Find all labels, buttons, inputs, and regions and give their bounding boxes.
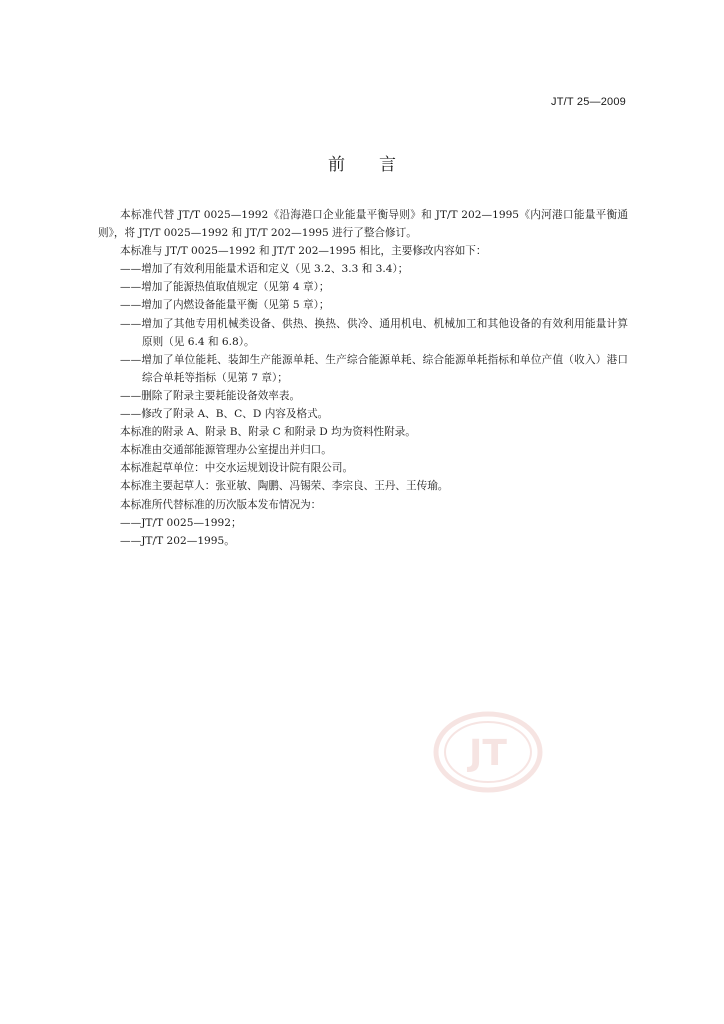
change-item: ——修改了附录 A、B、C、D 内容及格式。: [120, 408, 329, 421]
paragraph-history-intro: 本标准所代替标准的历次版本发布情况为：: [120, 498, 322, 511]
paragraph-replacement: 本标准代替 JT/T 0025—1992《沿海港口企业能量平衡导则》和 JT/T 202—1995《内河港口能量平衡通则》，将 JT/T 0025—1992 和 JT/T 202—1995 进行了整合修订。: [98, 209, 628, 240]
jt-watermark-seal: [433, 711, 543, 793]
change-item: ——增加了内燃设备能量平衡（见第 5 章）；: [120, 299, 330, 312]
paragraph-drafters: 本标准主要起草人：张亚敏、陶鹏、冯锡荣、李宗良、王丹、王传瑜。: [120, 480, 449, 493]
history-item: ——JT/T 0025—1992；: [120, 516, 242, 529]
page-title: 前言: [328, 155, 430, 175]
standard-code: JT/T 25—2009: [551, 96, 626, 108]
foreword-body: [98, 206, 628, 550]
paragraph-changes-intro: 本标准与 JT/T 0025—1992 和 JT/T 202—1995 相比，主要修改内容如下：: [120, 245, 487, 258]
history-item: ——JT/T 202—1995。: [120, 534, 235, 547]
change-item: ——增加了有效利用能量术语和定义（见 3.2、3.3 和 3.4）；: [120, 263, 409, 276]
paragraph-drafting-unit: 本标准起草单位：中交水运规划设计院有限公司。: [120, 462, 354, 475]
change-item: ——增加了单位能耗、装卸生产能源单耗、生产综合能源单耗、综合能源单耗指标和单位产值（收入）港口综合单耗等指标（见第 7 章）；: [120, 353, 628, 384]
change-item: ——增加了其他专用机械类设备、供热、换热、供冷、通用机电、机械加工和其他设备的有效利用能量计算原则（见 6.4 和 6.8）。: [120, 317, 628, 348]
paragraph-proposer: 本标准由交通部能源管理办公室提出并归口。: [120, 444, 332, 457]
change-item: ——删除了附录主要耗能设备效率表。: [120, 389, 301, 402]
paragraph-appendix-note: 本标准的附录 A、附录 B、附录 C 和附录 D 均为资料性附录。: [120, 426, 416, 439]
svg-text:JT: JT: [469, 733, 507, 774]
change-item: ——增加了能源热值取值规定（见第 4 章）；: [120, 281, 330, 294]
